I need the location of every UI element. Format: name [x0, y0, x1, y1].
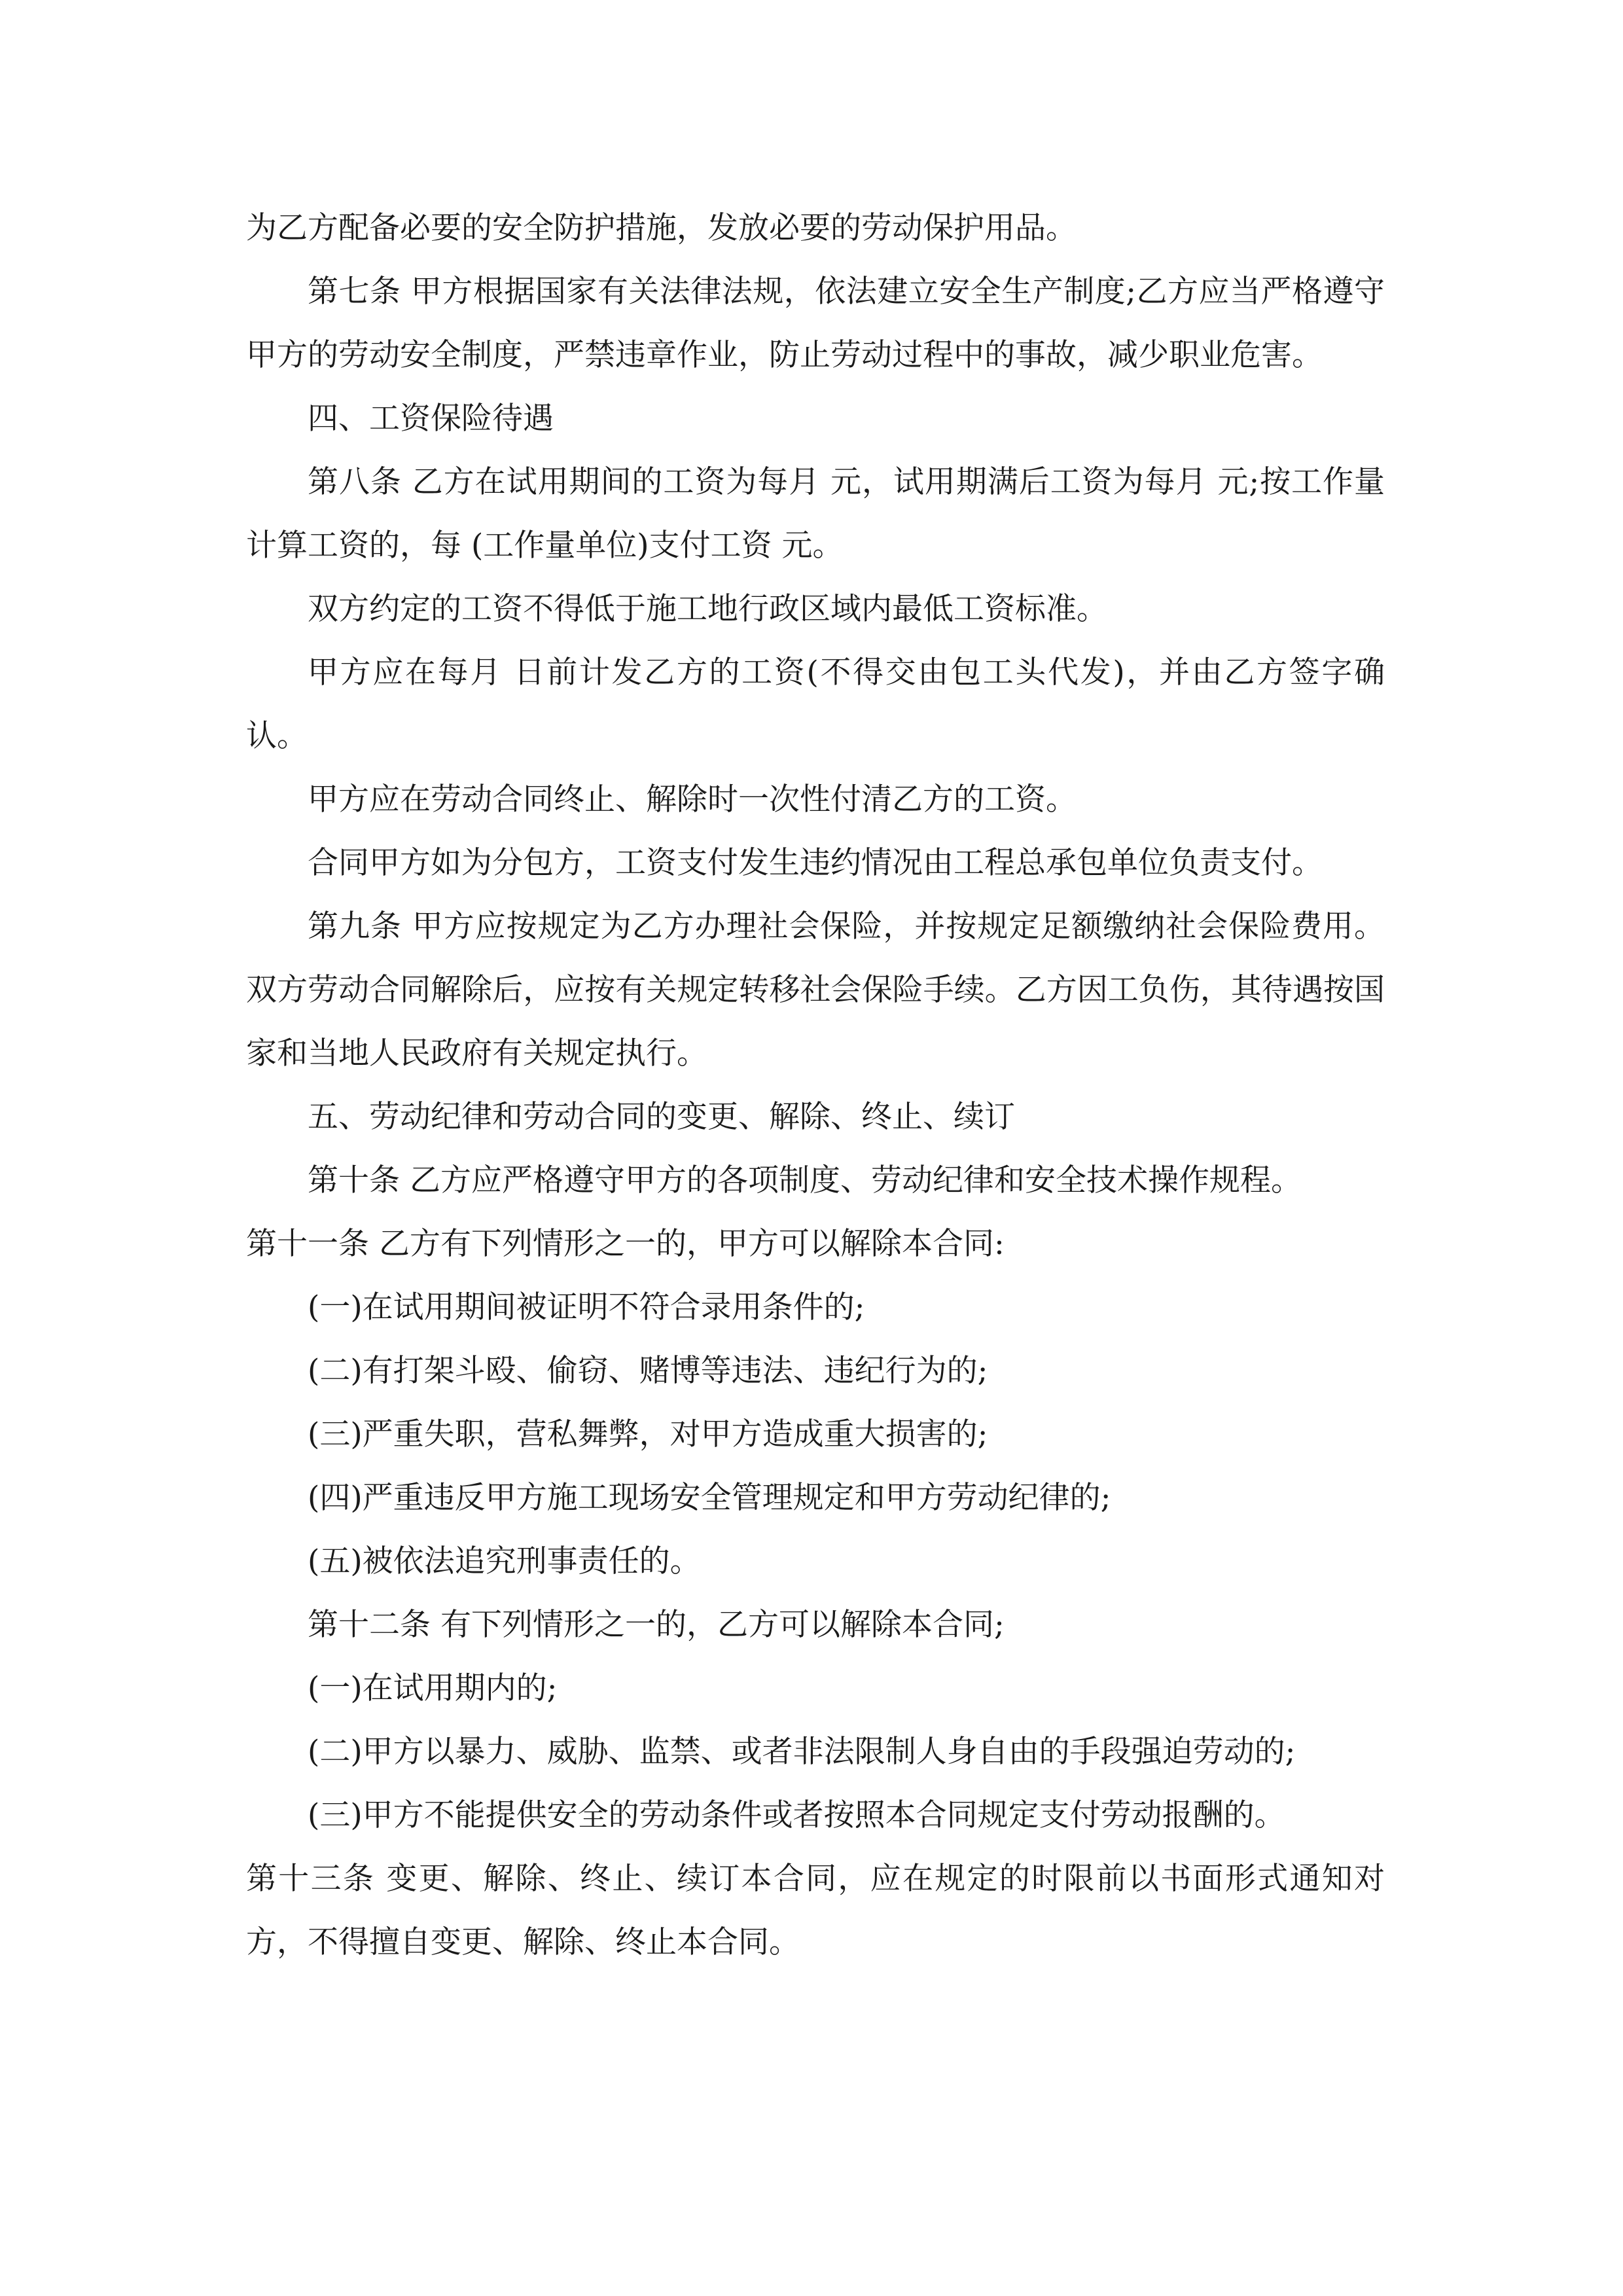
list-item: (一)在试用期内的;: [308, 1670, 558, 1706]
list-item: (二)有打架斗殴、偷窃、赌博等违法、违纪行为的;: [308, 1353, 988, 1389]
article-7: 第七条 甲方根据国家有关法律法规，依法建立安全生产制度;乙方应当严格遵守甲方的劳动安全制度，严禁违章作业，防止劳动过程中的事故，减少职业危害。: [246, 274, 1385, 373]
article-12: 第十二条 有下列情形之一的，乙方可以解除本合同;: [308, 1607, 1005, 1643]
document-body: [246, 196, 1385, 1974]
list-item: (三)严重失职，营私舞弊，对甲方造成重大损害的;: [308, 1416, 988, 1452]
article-11: 第十一条 乙方有下列情形之一的，甲方可以解除本合同:: [246, 1226, 1005, 1262]
list-item: (三)甲方不能提供安全的劳动条件或者按照本合同规定支付劳动报酬的。: [308, 1797, 1285, 1833]
list-item: (二)甲方以暴力、威胁、监禁、或者非法限制人身自由的手段强迫劳动的;: [308, 1734, 1296, 1770]
list-item: (一)在试用期间被证明不符合录用条件的;: [308, 1289, 865, 1325]
paragraph-subcontractor: 合同甲方如为分包方，工资支付发生违约情况由工程总承包单位负责支付。: [308, 845, 1323, 881]
list-item: (四)严重违反甲方施工现场安全管理规定和甲方劳动纪律的;: [308, 1480, 1111, 1516]
list-item: (五)被依法追究刑事责任的。: [308, 1543, 701, 1579]
section-heading-4: 四、工资保险待遇: [308, 401, 554, 437]
article-13: 第十三条 变更、解除、终止、续订本合同，应在规定的时限前以书面形式通知对方，不得擅自变更、解除、终止本合同。: [246, 1861, 1385, 1960]
article-10: 第十条 乙方应严格遵守甲方的各项制度、劳动纪律和安全技术操作规程。: [308, 1162, 1302, 1198]
paragraph-pay-date: 甲方应在每月 日前计发乙方的工资(不得交由包工头代发)，并由乙方签字确认。: [246, 655, 1385, 754]
article-9: 第九条 甲方应按规定为乙方办理社会保险，并按规定足额缴纳社会保险费用。双方劳动合同解除后，应按有关规定转移社会保险手续。乙方因工负伤，其待遇按国家和当地人民政府有关规定执行。: [246, 908, 1385, 1071]
paragraph-final-pay: 甲方应在劳动合同终止、解除时一次性付清乙方的工资。: [308, 781, 1077, 817]
section-heading-5: 五、劳动纪律和劳动合同的变更、解除、终止、续订: [308, 1099, 1015, 1135]
article-8: 第八条 乙方在试用期间的工资为每月 元，试用期满后工资为每月 元;按工作量计算工资的，每 (工作量单位)支付工资 元。: [246, 464, 1385, 564]
paragraph-min-wage: 双方约定的工资不得低于施工地行政区域内最低工资标准。: [308, 591, 1107, 627]
paragraph-1: 为乙方配备必要的安全防护措施，发放必要的劳动保护用品。: [246, 210, 1077, 246]
